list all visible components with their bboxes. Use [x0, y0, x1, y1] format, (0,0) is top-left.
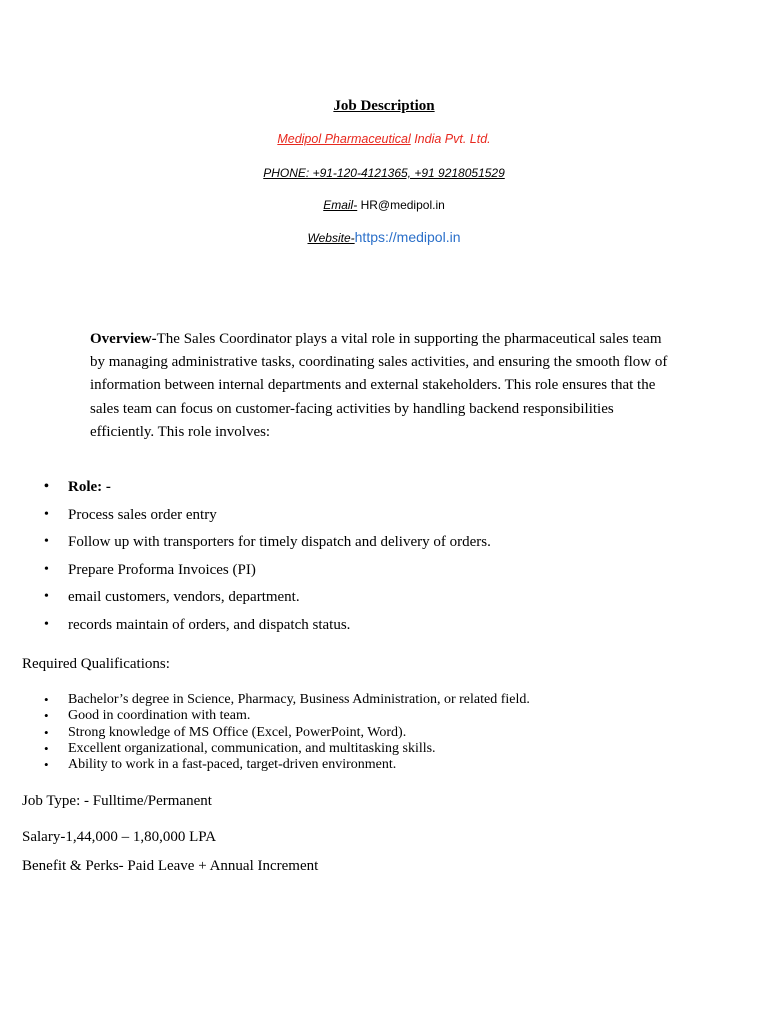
qualification-item: • Bachelor’s degree in Science, Pharmacy, Business Administration, or related field.	[22, 692, 530, 708]
qualification-item: • Strong knowledge of MS Office (Excel, PowerPoint, Word).	[22, 725, 530, 741]
role-item: • records maintain of orders, and dispatch status.	[22, 615, 491, 643]
document-title: Job Description	[333, 98, 435, 114]
company-name	[0, 132, 768, 146]
role-heading: • Role: -	[22, 477, 491, 505]
role-item: • Follow up with transporters for timely dispatch and delivery of orders.	[22, 532, 491, 560]
company-name-rest: India Pvt. Ltd.	[410, 132, 491, 146]
website-line	[0, 229, 768, 245]
salary: Salary-1,44,000 – 1,80,000 LPA	[22, 829, 217, 845]
website-link[interactable]: https://medipol.in	[354, 229, 461, 245]
role-item: • Prepare Proforma Invoices (PI)	[22, 560, 491, 588]
qualification-item: • Good in coordination with team.	[22, 708, 530, 724]
qualifications-list	[22, 692, 530, 773]
phone-line: PHONE: +91-120-4121365, +91 9218051529	[263, 166, 505, 180]
qualification-item: • Ability to work in a fast-paced, target-driven environment.	[22, 757, 530, 773]
role-list	[22, 477, 491, 642]
role-item: • Process sales order entry	[22, 505, 491, 533]
website-label: Website-	[307, 231, 355, 245]
benefits: Benefit & Perks- Paid Leave + Annual Increment	[22, 858, 319, 874]
overview-label: Overview-	[90, 331, 157, 347]
qualifications-heading: Required Qualifications:	[22, 656, 170, 672]
job-type: Job Type: - Fulltime/Permanent	[22, 793, 212, 809]
email-line	[0, 198, 768, 212]
qualification-item: • Excellent organizational, communication, and multitasking skills.	[22, 741, 530, 757]
company-name-underlined: Medipol Pharmaceutical	[277, 132, 411, 146]
overview-text: The Sales Coordinator plays a vital role in supporting the pharmaceutical sales team by managing administrative tasks, coordinating sales activities, and ensuring the smooth flow of information between internal departments and external stakeholders. This role ensures that the sales team can focus on customer-facing activities by handling backend responsibilities efficiently. This role involves:	[90, 331, 668, 440]
overview-paragraph	[90, 328, 680, 444]
email-value[interactable]: HR@medipol.in	[357, 198, 445, 212]
email-label: Email-	[323, 198, 358, 212]
role-item: • email customers, vendors, department.	[22, 587, 491, 615]
